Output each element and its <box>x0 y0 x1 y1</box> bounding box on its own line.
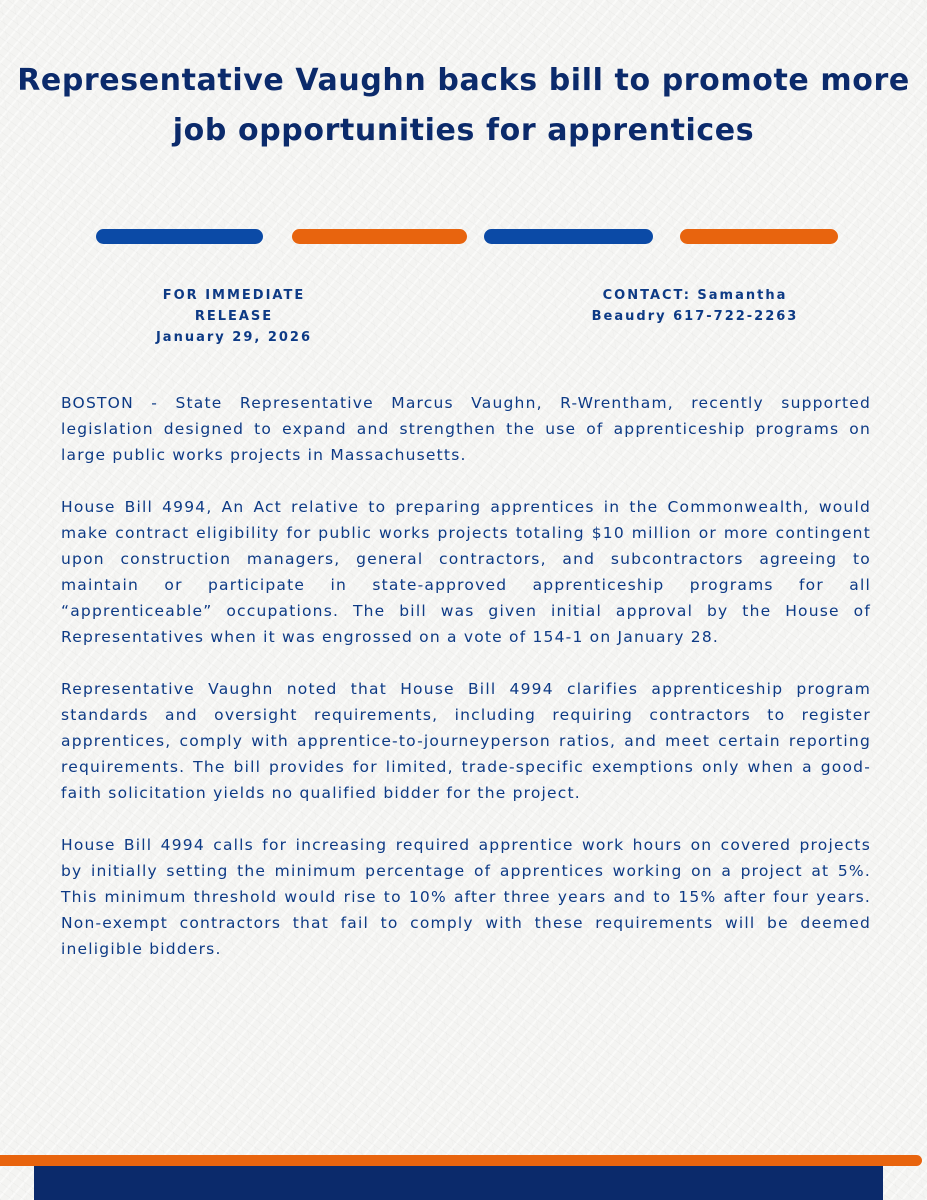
press-release-headline <box>0 56 927 156</box>
footer-orange-rule <box>0 1155 922 1166</box>
release-label-line-2: RELEASE <box>194 309 274 324</box>
release-label-line-1: FOR IMMEDIATE <box>162 288 306 303</box>
contact-line-1: CONTACT: Samantha <box>602 288 788 303</box>
decorative-bar-orange-2 <box>680 229 838 244</box>
body-paragraph-3: Representative Vaughn noted that House Bill 4994 clarifies apprenticeship program standards and oversight requirements, including requiring contractors to register apprentices, comply with apprentice-to-journeyperson ratios, and meet certain reporting requirements. The bill provides for limited, trade-specific exemptions only when a good-faith solicitation yields no qualified bidder for the project. <box>61 680 871 802</box>
decorative-bar-blue-2 <box>484 229 653 244</box>
decorative-bar-orange-1 <box>292 229 467 244</box>
contact-info <box>580 285 810 327</box>
headline-line-2: job opportunities for apprentices <box>172 113 755 148</box>
body-paragraph-2: House Bill 4994, An Act relative to preparing apprentices in the Commonwealth, would make contract eligibility for public works projects totaling $10 million or more contingent upon construction managers, general contractors, and subcontractors agreeing to maintain or participate in state-approved apprenticeship programs for all “apprenticeable” occupations. The bill was given initial approval by the House of Representatives when it was engrossed on a vote of 154-1 on January 28. <box>61 498 871 646</box>
footer-navy-band <box>34 1166 883 1200</box>
release-date: January 29, 2026 <box>155 330 313 345</box>
decorative-bar-blue-1 <box>96 229 263 244</box>
contact-line-2: Beaudry 617-722-2263 <box>591 309 799 324</box>
release-info <box>134 285 334 348</box>
body-paragraph-1: BOSTON - State Representative Marcus Vaughn, R-Wrentham, recently supported legislation designed to expand and strengthen the use of apprenticeship programs on large public works projects in Massachusetts. <box>61 394 871 464</box>
press-release-body <box>61 390 871 988</box>
body-paragraph-4: House Bill 4994 calls for increasing required apprentice work hours on covered projects by initially setting the minimum percentage of apprentices working on a project at 5%. This minimum threshold would rise to 10% after three years and to 15% after four years. Non-exempt contractors that fail to comply with these requirements will be deemed ineligible bidders. <box>61 836 871 958</box>
headline-line-1: Representative Vaughn backs bill to promote more <box>17 63 910 98</box>
